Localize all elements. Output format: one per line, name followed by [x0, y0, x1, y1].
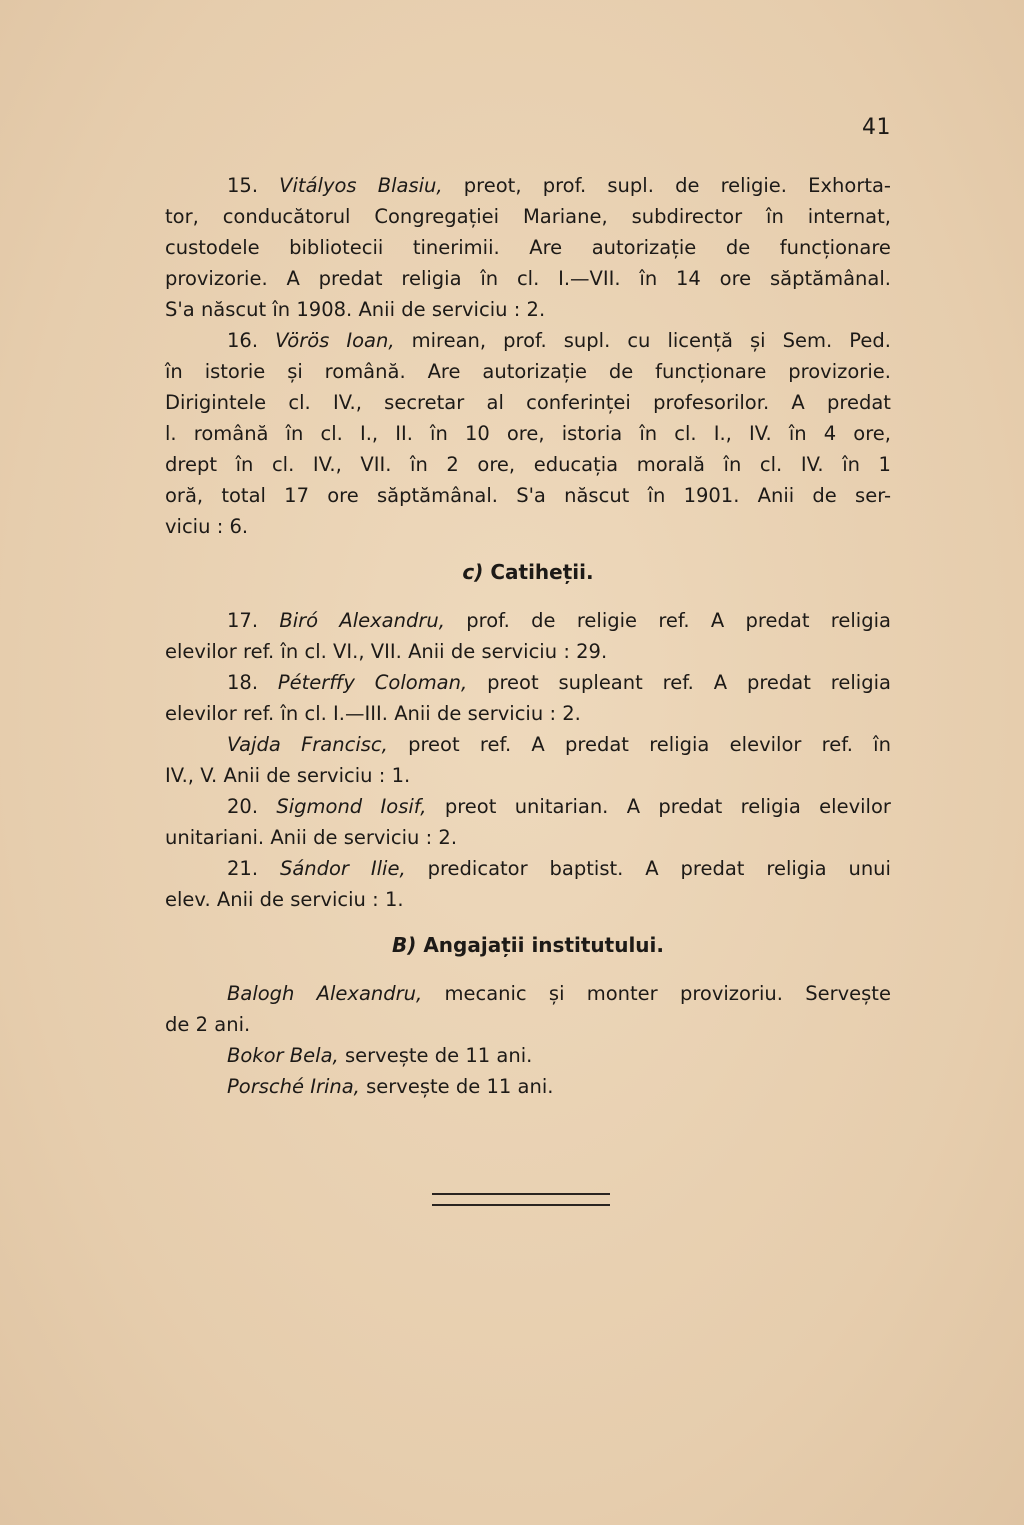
- word: 15.: [227, 174, 259, 197]
- person-name: Sigmond: [276, 795, 363, 818]
- word: tor,: [165, 205, 199, 228]
- word: supl.: [563, 329, 611, 352]
- word: ani.: [517, 1075, 554, 1098]
- person-name: Irina,: [310, 1075, 360, 1098]
- word: de: [313, 826, 338, 849]
- word: oră,: [165, 484, 204, 507]
- word: provizoriu.: [679, 982, 783, 1005]
- word: :: [216, 515, 224, 538]
- word: în: [410, 453, 428, 476]
- text-line: [165, 201, 891, 232]
- word: religie.: [720, 174, 788, 197]
- spacer: [165, 915, 891, 930]
- closing-rule-bottom: [432, 1204, 610, 1206]
- word: ref.: [479, 733, 512, 756]
- word: în: [280, 702, 299, 725]
- word: în: [280, 640, 299, 663]
- text-line: [165, 480, 891, 511]
- word: profesorilor.: [653, 391, 770, 414]
- word: în: [873, 733, 891, 756]
- word: subdirector: [631, 205, 743, 228]
- word: de: [165, 1013, 190, 1036]
- word: religie: [576, 609, 638, 632]
- word: serviciu: [431, 298, 508, 321]
- word: provizorie.: [165, 267, 268, 290]
- word: mirean,: [411, 329, 487, 352]
- word: autorizație: [591, 236, 697, 259]
- text-line: [165, 853, 891, 884]
- person-name: Ilie,: [370, 857, 406, 880]
- word: elevilor: [729, 733, 802, 756]
- text-line: [165, 978, 891, 1009]
- word: ore: [327, 484, 359, 507]
- person-name: Francisc,: [301, 733, 388, 756]
- word: servește: [344, 1044, 429, 1067]
- word: predat: [565, 733, 629, 756]
- word: morală: [636, 453, 705, 476]
- word: unitarian.: [514, 795, 609, 818]
- word: în: [788, 422, 807, 445]
- word: A: [286, 267, 300, 290]
- word: II.: [395, 422, 413, 445]
- text-line: [165, 449, 891, 480]
- word: în: [430, 422, 448, 445]
- word: internat,: [807, 205, 891, 228]
- section-heading: [165, 930, 891, 961]
- word: română: [193, 422, 269, 445]
- word: V.: [200, 764, 218, 787]
- word: ore,: [853, 422, 891, 445]
- text-line: [165, 884, 891, 915]
- word: IV.,: [332, 391, 362, 414]
- word: supleant: [558, 671, 643, 694]
- word: Mariane,: [522, 205, 608, 228]
- word: cl.: [288, 391, 311, 414]
- word: preot: [444, 795, 497, 818]
- word: IV.,: [165, 764, 194, 787]
- word: funcționare: [655, 360, 767, 383]
- word: cl.: [759, 453, 783, 476]
- word: ani.: [214, 1013, 251, 1036]
- word: elevilor: [819, 795, 891, 818]
- word: baptist.: [549, 857, 624, 880]
- person-name: Vitályos: [279, 174, 357, 197]
- word: predat: [827, 391, 891, 414]
- word: în: [285, 422, 304, 445]
- word: conferinței: [526, 391, 631, 414]
- word: serviciu: [296, 764, 373, 787]
- word: predat: [746, 671, 811, 694]
- word: elev.: [165, 888, 211, 911]
- word: A: [645, 857, 659, 880]
- text-line: [165, 232, 891, 263]
- word: conducătorul: [222, 205, 351, 228]
- word: în: [647, 484, 666, 507]
- text-line: [165, 511, 891, 542]
- section-title: Angajații institutului.: [423, 933, 665, 957]
- word: prof.: [503, 329, 547, 352]
- word: 1901.: [683, 484, 740, 507]
- word: mecanic: [444, 982, 527, 1005]
- word: A: [713, 671, 728, 694]
- word: 6.: [229, 515, 249, 538]
- word: de: [259, 888, 285, 911]
- word: de: [725, 236, 751, 259]
- word: viciu: [165, 515, 211, 538]
- text-line: [165, 822, 891, 853]
- word: 10: [464, 422, 490, 445]
- text-line: [165, 263, 891, 294]
- word: cl.: [516, 267, 540, 290]
- word: servește: [366, 1075, 450, 1098]
- word: ref.: [242, 702, 275, 725]
- word: :: [563, 640, 570, 663]
- word: :: [372, 888, 379, 911]
- word: supl.: [607, 174, 654, 197]
- word: S'a: [516, 484, 546, 507]
- word: 2.: [562, 702, 581, 725]
- word: Anii: [358, 298, 395, 321]
- word: de: [531, 609, 556, 632]
- word: :: [513, 298, 521, 321]
- word: educația: [533, 453, 619, 476]
- word: română.: [324, 360, 406, 383]
- word: cl.: [304, 640, 327, 663]
- word: l.: [165, 422, 177, 445]
- word: religia: [830, 671, 891, 694]
- word: elevilor: [165, 640, 237, 663]
- text-line: [165, 170, 891, 201]
- person-name: Vajda: [227, 733, 281, 756]
- word: A: [710, 609, 725, 632]
- word: 16.: [227, 329, 259, 352]
- word: de: [401, 298, 426, 321]
- word: Are: [427, 360, 461, 383]
- word: de: [608, 360, 634, 383]
- person-name: Bela,: [289, 1044, 339, 1067]
- word: de: [434, 1044, 460, 1067]
- word: în: [480, 267, 499, 290]
- word: cl.: [674, 422, 697, 445]
- word: 1: [878, 453, 891, 476]
- word: Sem.: [782, 329, 833, 352]
- person-name: Coloman,: [374, 671, 468, 694]
- text-line: [165, 760, 891, 791]
- word: 11: [465, 1044, 491, 1067]
- word: monter: [586, 982, 658, 1005]
- person-name: Alexandru,: [339, 609, 445, 632]
- word: 1.: [391, 764, 411, 787]
- document-body: [165, 170, 891, 1102]
- word: Ped.: [849, 329, 891, 352]
- word: IV.: [800, 453, 824, 476]
- word: Exhorta-: [808, 174, 891, 197]
- word: religia: [740, 795, 801, 818]
- word: A: [791, 391, 805, 414]
- word: elevilor: [165, 702, 237, 725]
- word: unui: [848, 857, 891, 880]
- word: religia: [401, 267, 462, 290]
- word: unitariani.: [165, 826, 265, 849]
- word: cl.: [271, 453, 295, 476]
- word: în: [639, 267, 658, 290]
- word: cu: [627, 329, 651, 352]
- word: ref.: [821, 733, 853, 756]
- word: funcționare: [779, 236, 891, 259]
- word: serviciu: [290, 888, 366, 911]
- section-letter: B): [391, 933, 417, 957]
- word: ore,: [506, 422, 545, 445]
- word: în: [235, 453, 254, 476]
- text-line: [165, 698, 891, 729]
- word: tinerimii.: [412, 236, 500, 259]
- word: Anii: [408, 640, 445, 663]
- word: serviciu: [343, 826, 420, 849]
- word: Servește: [805, 982, 891, 1005]
- text-line: [165, 605, 891, 636]
- word: 17.: [227, 609, 259, 632]
- word: predat: [318, 267, 383, 290]
- word: istoria: [561, 422, 623, 445]
- word: născut: [564, 484, 630, 507]
- person-name: Péterffy: [277, 671, 355, 694]
- word: istorie: [204, 360, 266, 383]
- word: și: [287, 360, 303, 383]
- spacer: [165, 542, 891, 557]
- word: 2: [195, 1013, 209, 1036]
- word: predicator: [427, 857, 528, 880]
- word: în: [842, 453, 860, 476]
- word: Anii: [394, 702, 431, 725]
- page-number: 41: [862, 115, 891, 140]
- person-name: Sándor: [279, 857, 349, 880]
- word: total: [221, 484, 266, 507]
- word: 18.: [227, 671, 259, 694]
- word: 29.: [576, 640, 608, 663]
- text-line: [165, 356, 891, 387]
- person-name: Ioan,: [346, 329, 395, 352]
- word: religia: [649, 733, 710, 756]
- word: ref.: [242, 640, 275, 663]
- word: Anii: [757, 484, 795, 507]
- word: 11: [486, 1075, 512, 1098]
- word: săptămânal.: [770, 267, 891, 290]
- word: VI.,: [333, 640, 365, 663]
- word: ani.: [496, 1044, 533, 1067]
- text-line: [165, 667, 891, 698]
- word: prof.: [542, 174, 587, 197]
- spacer: [165, 588, 891, 605]
- text-line: [165, 294, 891, 325]
- person-name: Bokor: [227, 1044, 284, 1067]
- person-name: Porsché: [227, 1075, 304, 1098]
- word: de: [812, 484, 837, 507]
- word: A: [626, 795, 641, 818]
- word: Anii: [216, 888, 254, 911]
- text-line: [165, 418, 891, 449]
- word: Anii: [223, 764, 261, 787]
- word: I.,: [359, 422, 379, 445]
- word: bibliotecii: [289, 236, 384, 259]
- word: Are: [529, 236, 563, 259]
- text-line: [165, 636, 891, 667]
- word: 4: [823, 422, 837, 445]
- word: 20.: [227, 795, 259, 818]
- word: Anii: [270, 826, 307, 849]
- word: 2.: [526, 298, 546, 321]
- text-line: [165, 729, 891, 760]
- word: de: [436, 702, 462, 725]
- word: religia: [766, 857, 827, 880]
- word: IV.: [748, 422, 772, 445]
- word: I.—III.: [333, 702, 388, 725]
- word: religia: [830, 609, 891, 632]
- word: IV.,: [312, 453, 342, 476]
- word: 14: [676, 267, 701, 290]
- text-line: [165, 387, 891, 418]
- word: :: [425, 826, 433, 849]
- word: serviciu: [481, 640, 558, 663]
- word: de: [450, 640, 476, 663]
- closing-rule-top: [432, 1193, 610, 1195]
- word: drept: [165, 453, 217, 476]
- word: cl.: [320, 422, 343, 445]
- word: :: [378, 764, 386, 787]
- word: VII.: [370, 640, 402, 663]
- word: preot,: [463, 174, 522, 197]
- word: săptămânal.: [377, 484, 498, 507]
- word: ore,: [477, 453, 516, 476]
- word: Dirigintele: [165, 391, 267, 414]
- word: născut: [200, 298, 267, 321]
- word: 1.: [384, 888, 404, 911]
- word: predat: [745, 609, 810, 632]
- word: în: [272, 298, 291, 321]
- word: 17: [284, 484, 309, 507]
- word: al: [486, 391, 504, 414]
- word: secretar: [384, 391, 465, 414]
- word: de: [266, 764, 291, 787]
- word: de: [455, 1075, 481, 1098]
- person-name: Vörös: [275, 329, 330, 352]
- word: predat: [658, 795, 723, 818]
- section-title: Catiheții.: [490, 560, 594, 584]
- section-heading: [165, 557, 891, 588]
- word: de: [675, 174, 700, 197]
- word: I.,: [713, 422, 732, 445]
- word: :: [549, 702, 557, 725]
- word: și: [750, 329, 766, 352]
- word: predat: [680, 857, 745, 880]
- word: custodele: [165, 236, 260, 259]
- word: ser-: [855, 484, 891, 507]
- word: preot: [408, 733, 460, 756]
- word: provizorie.: [788, 360, 891, 383]
- text-line: [165, 1040, 891, 1071]
- word: ref.: [658, 609, 690, 632]
- word: 1908.: [296, 298, 353, 321]
- word: ref.: [662, 671, 694, 694]
- text-line: [165, 325, 891, 356]
- section-letter: c): [462, 560, 484, 584]
- word: preot: [487, 671, 539, 694]
- text-line: [165, 1009, 891, 1040]
- word: VII.: [360, 453, 392, 476]
- person-name: Iosif,: [380, 795, 427, 818]
- word: I.—VII.: [558, 267, 621, 290]
- word: 2: [446, 453, 459, 476]
- word: în: [639, 422, 658, 445]
- word: Congregației: [374, 205, 500, 228]
- word: 2.: [438, 826, 458, 849]
- person-name: Biró: [279, 609, 319, 632]
- word: A: [531, 733, 545, 756]
- text-line: [165, 1071, 891, 1102]
- person-name: Balogh: [227, 982, 295, 1005]
- person-name: Blasiu,: [377, 174, 443, 197]
- word: S'a: [165, 298, 195, 321]
- word: ore: [719, 267, 752, 290]
- word: prof.: [466, 609, 510, 632]
- word: în: [766, 205, 784, 228]
- word: 21.: [227, 857, 259, 880]
- word: licență: [667, 329, 733, 352]
- word: cl.: [304, 702, 327, 725]
- word: și: [548, 982, 565, 1005]
- word: în: [723, 453, 742, 476]
- text-line: [165, 791, 891, 822]
- person-name: Alexandru,: [316, 982, 423, 1005]
- word: serviciu: [467, 702, 544, 725]
- spacer: [165, 961, 891, 978]
- word: autorizație: [482, 360, 587, 383]
- word: în: [165, 360, 183, 383]
